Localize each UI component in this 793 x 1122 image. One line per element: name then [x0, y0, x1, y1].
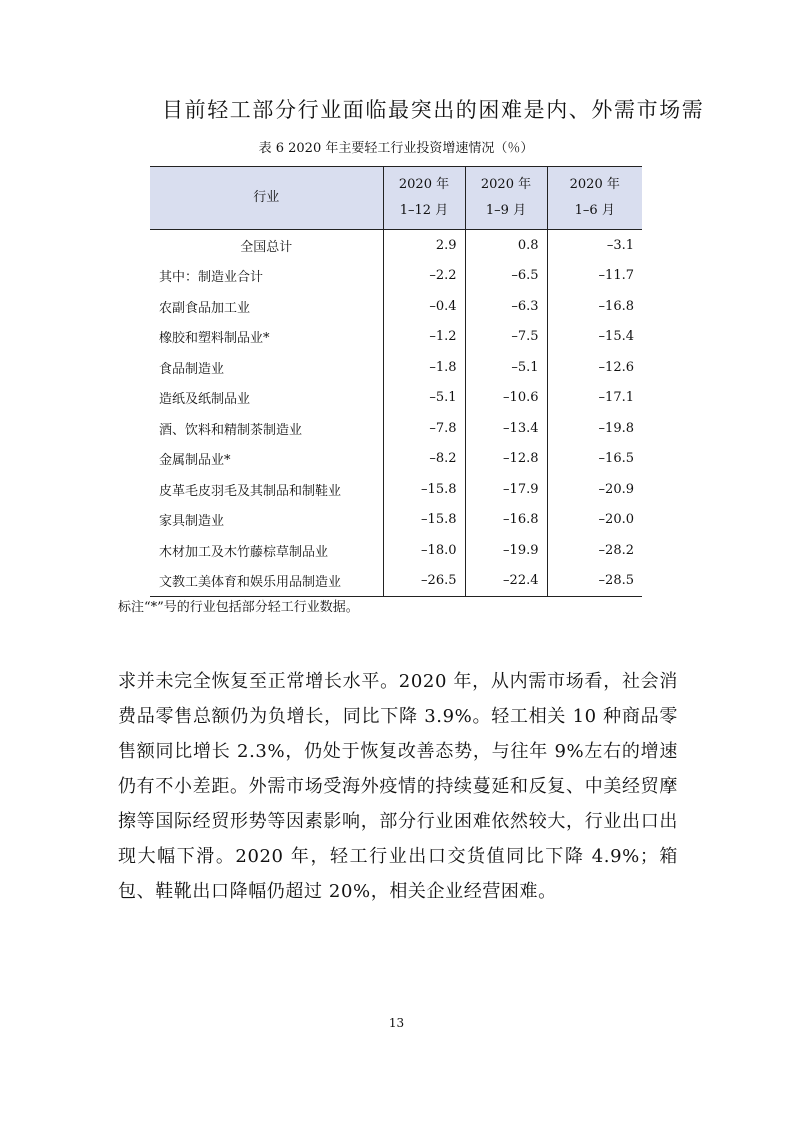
cell-1-6: –15.4	[547, 322, 642, 353]
heading-line: 目前轻工部分行业面临最突出的困难是内、外需市场需	[162, 98, 705, 122]
row-label: 全国总计	[240, 239, 293, 255]
cell-1-6: –19.8	[547, 413, 642, 444]
body-paragraph: 求并未完全恢复至正常增长水平。2020 年，从内需市场看，社会消费品零售总额仍为负增长，同比下降 3.9%。轻工相关 10 种商品零售额同比增长 2.3%，仍处于恢复改善态势，与往年 9%左右的增速仍有不小差距。外需市场受海外疫情的持续蔓延和反复、中美经贸摩擦等国际经贸形势等因素影响，部分行业困难依然较大，行业出口出现大幅下滑。2020 年，轻工行业出口交货值同比下降 4.9%；箱包、鞋靴出口降幅仍超过 20%，相关企业经营困难。	[118, 671, 678, 902]
row-label: 橡胶和塑料制品业*	[159, 331, 270, 347]
cell-1-9: –17.9	[465, 474, 547, 505]
header-1-6: 2020 年 1–6 月	[547, 167, 642, 230]
table-row	[150, 230, 642, 261]
table-row	[150, 505, 642, 536]
table-row	[150, 413, 642, 444]
table-note: 标注“*”号的行业包括部分轻工行业数据。	[118, 600, 359, 615]
cell-1-6: –3.1	[547, 230, 642, 261]
table-row	[150, 474, 642, 505]
row-label: 酒、饮料和精制茶制造业	[159, 422, 303, 438]
cell-1-12: –18.0	[383, 535, 465, 566]
cell-1-6: –16.8	[547, 291, 642, 322]
cell-1-6: –20.0	[547, 505, 642, 536]
header-1-9: 2020 年 1–9 月	[465, 167, 547, 230]
cell-1-12: –26.5	[383, 566, 465, 597]
table-row	[150, 352, 642, 383]
row-label: 其中：制造业合计	[159, 270, 264, 286]
cell-1-9: –6.3	[465, 291, 547, 322]
cell-1-6: –16.5	[547, 444, 642, 475]
table-row	[150, 444, 642, 475]
row-label: 木材加工及木竹藤棕草制品业	[159, 544, 329, 560]
investment-growth-table	[150, 166, 642, 597]
row-label: 造纸及纸制品业	[159, 392, 251, 408]
header-1-12: 2020 年 1–12 月	[383, 167, 465, 230]
table-row	[150, 566, 642, 597]
row-label: 农副食品加工业	[159, 300, 251, 316]
cell-1-12: 2.9	[383, 230, 465, 261]
cell-1-12: –8.2	[383, 444, 465, 475]
cell-1-9: –10.6	[465, 383, 547, 414]
row-label: 金属制品业*	[159, 453, 231, 469]
table-row	[150, 291, 642, 322]
cell-1-12: –5.1	[383, 383, 465, 414]
cell-1-9: –6.5	[465, 261, 547, 292]
table-row	[150, 383, 642, 414]
table-header-row	[150, 167, 642, 230]
cell-1-6: –20.9	[547, 474, 642, 505]
cell-1-9: –7.5	[465, 322, 547, 353]
cell-1-9: –16.8	[465, 505, 547, 536]
cell-1-6: –28.2	[547, 535, 642, 566]
cell-1-6: –17.1	[547, 383, 642, 414]
cell-1-12: –7.8	[383, 413, 465, 444]
cell-1-12: –1.8	[383, 352, 465, 383]
row-label: 文教工美体育和娱乐用品制造业	[150, 566, 383, 597]
row-label: 家具制造业	[159, 514, 225, 530]
cell-1-12: –2.2	[383, 261, 465, 292]
cell-1-9: 0.8	[465, 230, 547, 261]
cell-1-12: –15.8	[383, 474, 465, 505]
page-number: 13	[388, 1016, 405, 1030]
table-row	[150, 261, 642, 292]
table-row	[150, 535, 642, 566]
row-label: 皮革毛皮羽毛及其制品和制鞋业	[159, 483, 342, 499]
row-label: 食品制造业	[159, 361, 225, 377]
cell-1-9: –19.9	[465, 535, 547, 566]
header-industry: 行业	[150, 167, 383, 230]
cell-1-6: –28.5	[547, 566, 642, 597]
table-caption: 表 6 2020 年主要轻工行业投资增速情况（％）	[258, 141, 534, 156]
cell-1-12: –0.4	[383, 291, 465, 322]
cell-1-12: –15.8	[383, 505, 465, 536]
cell-1-6: –12.6	[547, 352, 642, 383]
table-row	[150, 322, 642, 353]
cell-1-9: –12.8	[465, 444, 547, 475]
cell-1-9: –13.4	[465, 413, 547, 444]
cell-1-12: –1.2	[383, 322, 465, 353]
cell-1-9: –5.1	[465, 352, 547, 383]
cell-1-6: –11.7	[547, 261, 642, 292]
cell-1-9: –22.4	[465, 566, 547, 597]
